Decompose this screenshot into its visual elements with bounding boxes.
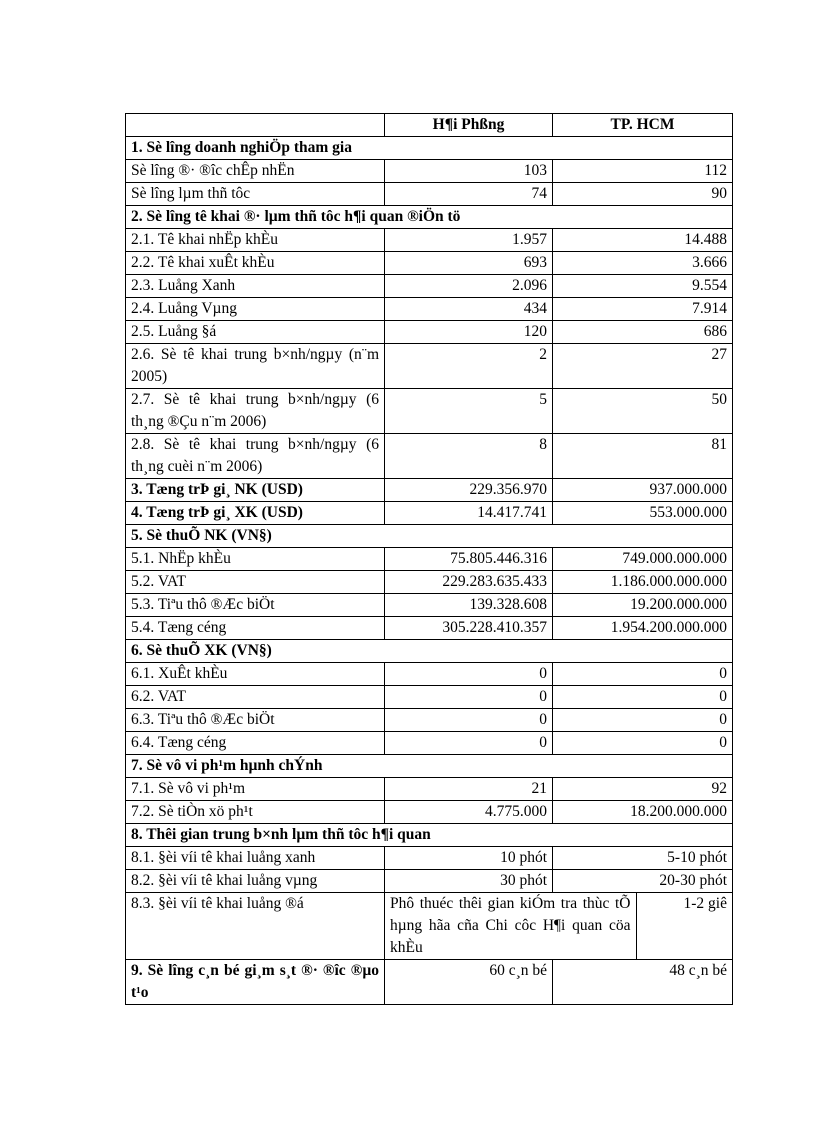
section-title: 8. Thêi gian trung b×nh lµm thñ tôc h¶i quan [126, 824, 733, 847]
hai-phong-value: 0 [385, 732, 553, 755]
table-row [126, 709, 733, 732]
row-label: 6.3. Tiªu thô ®Æc biÖt [126, 709, 385, 732]
red-lane-time-detail [385, 893, 732, 959]
hai-phong-value: 2 [385, 344, 553, 389]
hcm-value: 749.000.000.000 [553, 548, 733, 571]
hai-phong-value: 21 [385, 778, 553, 801]
hai-phong-value: 693 [385, 252, 553, 275]
table-row [126, 960, 733, 1005]
hai-phong-value: 8 [385, 434, 553, 479]
header-empty-cell [126, 114, 385, 137]
hcm-value: 3.666 [553, 252, 733, 275]
section-row [126, 137, 733, 160]
row-label: 7.2. Sè tiÒn xö ph¹t [126, 801, 385, 824]
table-row [126, 778, 733, 801]
hcm-value: 937.000.000 [553, 479, 733, 502]
table-row [126, 663, 733, 686]
row-label: 2.8. Sè tê khai trung b×nh/ngµy (6 th¸ng cuèi n¨m 2006) [126, 434, 385, 479]
hcm-value: 9.554 [553, 275, 733, 298]
hai-phong-value: 60 c¸n bé [385, 960, 553, 1005]
table-row [126, 275, 733, 298]
row-label: 8.2. §èi víi tê khai luång vµng [126, 870, 385, 893]
row-label: 5.2. VAT [126, 571, 385, 594]
table-row [126, 548, 733, 571]
table-row [126, 870, 733, 893]
hcm-value: 50 [553, 389, 733, 434]
hai-phong-value: 0 [385, 663, 553, 686]
table-row [126, 801, 733, 824]
hcm-value: 90 [553, 183, 733, 206]
row-label: 2.5. Luång §á [126, 321, 385, 344]
hai-phong-value: 229.283.635.433 [385, 571, 553, 594]
table-row [126, 617, 733, 640]
table-row [126, 479, 733, 502]
hcm-value: 112 [553, 160, 733, 183]
hcm-value: 92 [553, 778, 733, 801]
row-label: 5.3. Tiªu thô ®Æc biÖt [126, 594, 385, 617]
row-label: 9. Sè lîng c¸n bé gi¸m s¸t ®· ®îc ®µo t¹o [126, 960, 385, 1005]
section-row [126, 525, 733, 548]
row-label: 4. Tæng trÞ gi¸ XK (USD) [126, 502, 385, 525]
table-row [126, 502, 733, 525]
row-label: 2.3. Luång Xanh [126, 275, 385, 298]
hcm-value: 1-2 giê [683, 895, 727, 912]
hcm-value: 27 [553, 344, 733, 389]
row-label: 5.1. NhËp khÈu [126, 548, 385, 571]
row-label: 8.1. §èi víi tê khai luång xanh [126, 847, 385, 870]
hai-phong-value: 434 [385, 298, 553, 321]
table-row [126, 847, 733, 870]
row-label: Sè lîng ®· ®îc chÊp nhËn [126, 160, 385, 183]
hcm-value: 20-30 phót [553, 870, 733, 893]
row-label: 5.4. Tæng céng [126, 617, 385, 640]
table-row [126, 389, 733, 434]
hcm-value: 19.200.000.000 [553, 594, 733, 617]
header-hai-phong: H¶i Phßng [385, 114, 553, 137]
hcm-value: 553.000.000 [553, 502, 733, 525]
row-label: Sè lîng lµm thñ tôc [126, 183, 385, 206]
section-row [126, 640, 733, 663]
hcm-value: 0 [553, 709, 733, 732]
hai-phong-value: 103 [385, 160, 553, 183]
header-tp-hcm: TP. HCM [553, 114, 733, 137]
table-row [126, 183, 733, 206]
row-label: 7.1. Sè vô vi ph¹m [126, 778, 385, 801]
hcm-value: 0 [553, 663, 733, 686]
section-title: 5. Sè thuÕ NK (VN§) [126, 525, 733, 548]
table-row [126, 571, 733, 594]
hai-phong-value: 139.328.608 [385, 594, 553, 617]
hcm-value: 1.954.200.000.000 [553, 617, 733, 640]
table-row [126, 321, 733, 344]
section-title: 7. Sè vô vi ph¹m hµnh chÝnh [126, 755, 733, 778]
hai-phong-value: 75.805.446.316 [385, 548, 553, 571]
statistics-table [125, 113, 733, 1005]
hcm-value: 5-10 phót [553, 847, 733, 870]
table-row [126, 893, 733, 960]
table-row [126, 160, 733, 183]
hai-phong-value: 2.096 [385, 275, 553, 298]
table-row [126, 594, 733, 617]
hai-phong-value: 10 phót [385, 847, 553, 870]
table-row [126, 344, 733, 389]
hcm-value: 18.200.000.000 [553, 801, 733, 824]
hcm-value: 14.488 [553, 229, 733, 252]
row-label: 8.3. §èi víi tê khai luång ®á [126, 893, 385, 960]
table-row [126, 686, 733, 709]
row-label: 2.2. Tê khai xuÊt khÈu [126, 252, 385, 275]
hai-phong-value: 14.417.741 [385, 502, 553, 525]
hai-phong-value: 5 [385, 389, 553, 434]
hai-phong-value: Phô thuéc thêi gian kiÓm tra thùc tÕ hµng hãa cña Chi côc H¶i quan cöa khÈu [385, 893, 636, 959]
merged-value-cell [385, 893, 733, 960]
table-row [126, 229, 733, 252]
section-title: 2. Sè lîng tê khai ®· lµm thñ tôc h¶i quan ®iÖn tö [126, 206, 733, 229]
hcm-value: 81 [553, 434, 733, 479]
hai-phong-value: 120 [385, 321, 553, 344]
hcm-value: 0 [553, 686, 733, 709]
table-row [126, 252, 733, 275]
row-label: 6.4. Tæng céng [126, 732, 385, 755]
hai-phong-value: 4.775.000 [385, 801, 553, 824]
row-label: 3. Tæng trÞ gi¸ NK (USD) [126, 479, 385, 502]
hai-phong-value: 0 [385, 686, 553, 709]
section-title: 6. Sè thuÕ XK (VN§) [126, 640, 733, 663]
hcm-value: 1.186.000.000.000 [553, 571, 733, 594]
row-label: 2.7. Sè tê khai trung b×nh/ngµy (6 th¸ng ®Çu n¨m 2006) [126, 389, 385, 434]
table-row [126, 434, 733, 479]
section-row [126, 755, 733, 778]
section-row [126, 824, 733, 847]
header-row [126, 114, 733, 137]
table-row [126, 732, 733, 755]
hcm-value: 48 c¸n bé [553, 960, 733, 1005]
hai-phong-value: 305.228.410.357 [385, 617, 553, 640]
hai-phong-value: 74 [385, 183, 553, 206]
row-label: 6.1. XuÊt khÈu [126, 663, 385, 686]
row-label: 2.4. Luång Vµng [126, 298, 385, 321]
table-row [126, 298, 733, 321]
hai-phong-value: 1.957 [385, 229, 553, 252]
hcm-value: 7.914 [553, 298, 733, 321]
section-row [126, 206, 733, 229]
hai-phong-value: 229.356.970 [385, 479, 553, 502]
hai-phong-value: 30 phót [385, 870, 553, 893]
row-label: 6.2. VAT [126, 686, 385, 709]
row-label: 2.1. Tê khai nhËp khÈu [126, 229, 385, 252]
hcm-value: 0 [553, 732, 733, 755]
hai-phong-value: 0 [385, 709, 553, 732]
row-label: 2.6. Sè tê khai trung b×nh/ngµy (n¨m 2005) [126, 344, 385, 389]
hcm-value: 686 [553, 321, 733, 344]
section-title: 1. Sè lîng doanh nghiÖp tham gia [126, 137, 733, 160]
